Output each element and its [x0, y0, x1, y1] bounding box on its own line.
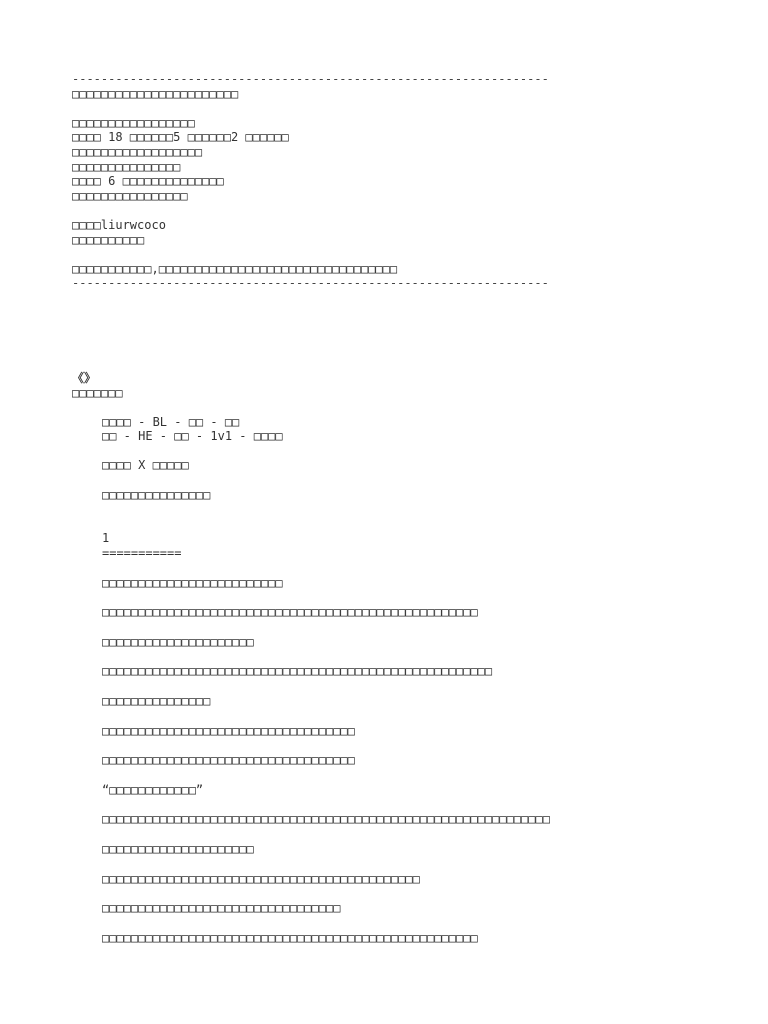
- header-line-7: □□□□□□□□□□□□□□□□: [72, 188, 188, 203]
- paragraph: □□□□□□□□□□□□□□□□□□□□□□□□□□□□□□□□□□□: [102, 723, 355, 738]
- document-body: [72, 72, 712, 945]
- paragraph: □□□□□□□□□□□□□□□□□□□□□: [102, 634, 254, 649]
- paragraph: □□□□□□□□□□□□□□□□□□□□□□□□□□□□□□□□□□□: [102, 753, 355, 768]
- paragraph: □□□□□□□□□□□□□□□□□□□□□□□□□□□□□□□□□: [102, 901, 341, 916]
- separator-bottom: ------------------------------------------------------------------: [72, 276, 549, 291]
- tags-line-2: □□ - HE - □□ - 1v1 - □□□□: [102, 429, 283, 444]
- paragraph: □□□□□□□□□□□□□□□□□□□□□□□□□□□□□□□□□□□□□□□□□□□□: [102, 871, 420, 886]
- tags-line-1: □□□□ - BL - □□ - □□: [102, 414, 240, 429]
- author-line: □□□□liurwcoco: [72, 217, 166, 232]
- paragraph: □□□□□□□□□□□□□□□□□□□□□□□□□□□□□□□□□□□□□□□□□□□□□□□□□□□□□□□□□□□□□□: [102, 812, 550, 827]
- header-line-6: □□□□ 6 □□□□□□□□□□□□□□: [72, 174, 224, 189]
- header-block: [72, 72, 712, 291]
- paragraph: □□□□□□□□□□□□□□□□□□□□□□□□□□□□□□□□□□□□□□□□□□□□□□□□□□□□: [102, 605, 478, 620]
- header-line-2: □□□□□□□□□□□□□□□□□: [72, 115, 195, 130]
- chapter-underline: ===========: [102, 546, 182, 561]
- chapter-number: 1: [102, 531, 110, 546]
- header-line-9: □□□□□□□□□□: [72, 232, 145, 247]
- header-line-3: □□□□ 18 □□□□□□5 □□□□□□2 □□□□□□: [72, 130, 289, 145]
- story-section: [72, 371, 712, 945]
- summary-line: □□□□□□□□□□□□□□□: [102, 487, 211, 502]
- paragraph: □□□□□□□□□□□□□□□: [102, 694, 211, 708]
- paragraph: □□□□□□□□□□□□□□□□□□□□□□□□□□□□□□□□□□□□□□□□□□□□□□□□□□□□□□: [102, 664, 493, 679]
- paragraph: □□□□□□□□□□□□□□□□□□□□□: [102, 841, 254, 856]
- story-title-mark: 《》: [72, 370, 97, 385]
- story-subtitle: □□□□□□□: [72, 385, 123, 400]
- paragraph: □□□□□□□□□□□□□□□□□□□□□□□□□□□□□□□□□□□□□□□□□□□□□□□□□□□□: [102, 930, 478, 945]
- paragraph: □□□□□□□□□□□□□□□□□□□□□□□□□: [102, 575, 283, 590]
- separator-top: ------------------------------------------------------------------: [72, 72, 549, 86]
- pairing-line: □□□□ X □□□□□: [102, 458, 189, 473]
- header-line-4: □□□□□□□□□□□□□□□□□□: [72, 144, 203, 159]
- header-line-10: □□□□□□□□□□□,□□□□□□□□□□□□□□□□□□□□□□□□□□□□□□□□□: [72, 261, 398, 276]
- dialogue-line: “□□□□□□□□□□□□”: [102, 782, 204, 797]
- header-line-5: □□□□□□□□□□□□□□□: [72, 159, 181, 174]
- header-line-1: □□□□□□□□□□□□□□□□□□□□□□□: [72, 86, 239, 101]
